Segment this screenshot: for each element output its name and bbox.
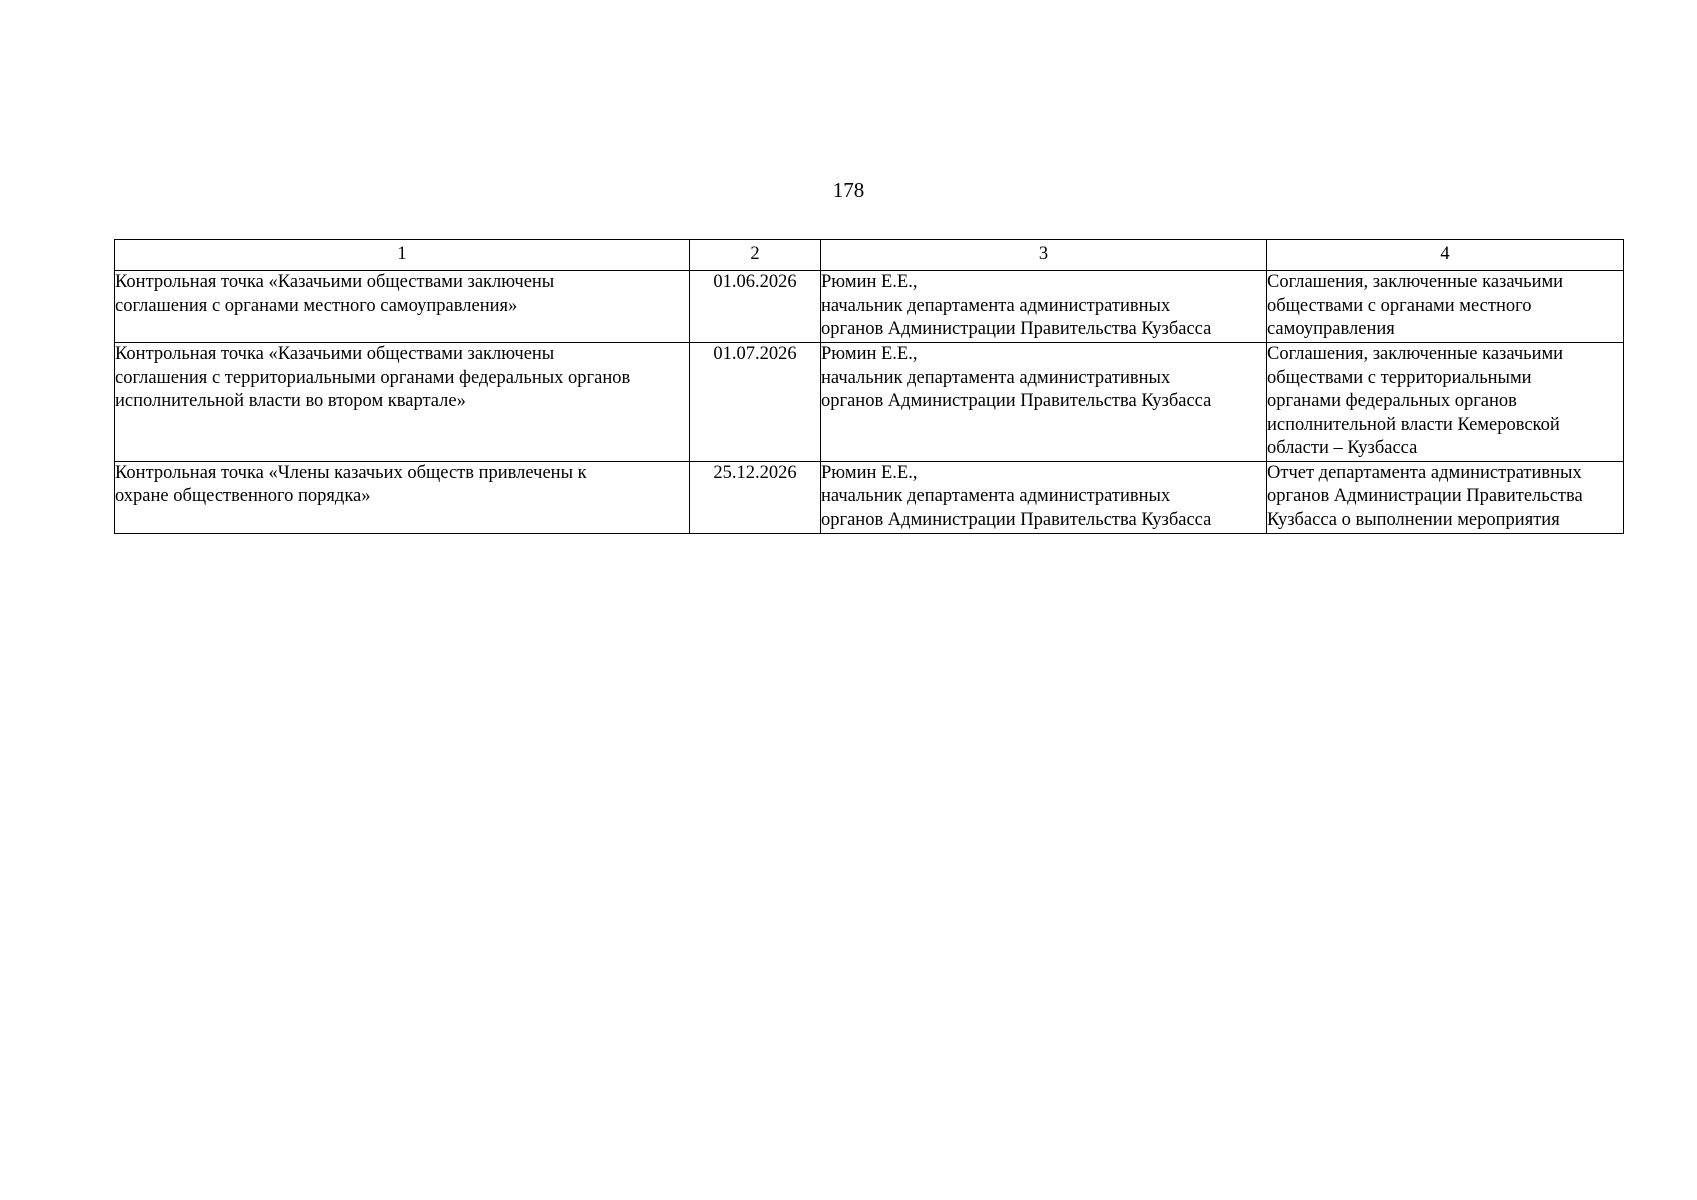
header-col-1: 1 — [115, 240, 690, 271]
event-cell — [115, 343, 690, 462]
result-line: органами федеральных органов — [1267, 391, 1517, 411]
header-col-2: 2 — [690, 240, 821, 271]
responsible-line: органов Администрации Правительства Кузбасса — [821, 391, 1212, 411]
result-cell — [1267, 343, 1624, 462]
result-line: области – Кузбасса — [1267, 438, 1418, 458]
responsible-line: Рюмин Е.Е., — [821, 344, 918, 364]
table-row — [115, 461, 1624, 533]
event-line: Контрольная точка «Казачьими обществами заключены — [115, 344, 555, 364]
table-row — [115, 271, 1624, 343]
control-points-table — [114, 239, 1624, 534]
event-line: соглашения с органами местного самоуправления» — [115, 295, 518, 316]
responsible-cell — [821, 461, 1267, 533]
responsible-line: начальник департамента административных — [821, 486, 1171, 506]
event-cell — [115, 271, 690, 343]
responsible-line: начальник департамента административных — [821, 367, 1171, 388]
result-line: обществами с органами местного — [1267, 295, 1532, 316]
responsible-line: органов Администрации Правительства Кузбасса — [821, 509, 1212, 530]
date-cell: 01.06.2026 — [690, 271, 821, 343]
result-line: самоуправления — [1267, 319, 1395, 339]
event-line: исполнительной власти во втором квартале» — [115, 391, 466, 411]
table-row — [115, 343, 1624, 462]
responsible-line: начальник департамента административных — [821, 295, 1171, 316]
responsible-line: органов Администрации Правительства Кузбасса — [821, 319, 1212, 339]
result-cell — [1267, 271, 1624, 343]
responsible-line: Рюмин Е.Е., — [821, 462, 918, 483]
date-cell: 25.12.2026 — [690, 461, 821, 533]
result-line: обществами с территориальными — [1267, 367, 1532, 388]
result-line: органов Администрации Правительства — [1267, 486, 1583, 506]
result-line: Соглашения, заключенные казачьими — [1267, 344, 1564, 364]
result-line: Соглашения, заключенные казачьими — [1267, 272, 1564, 292]
event-line: охране общественного порядка» — [115, 486, 371, 506]
date-cell: 01.07.2026 — [690, 343, 821, 462]
event-line: Контрольная точка «Казачьими обществами заключены — [115, 272, 555, 292]
result-cell — [1267, 461, 1624, 533]
responsible-cell — [821, 271, 1267, 343]
event-cell — [115, 461, 690, 533]
result-line: Отчет департамента административных — [1267, 462, 1582, 483]
responsible-line: Рюмин Е.Е., — [821, 272, 918, 292]
result-line: исполнительной власти Кемеровской — [1267, 414, 1560, 435]
result-line: Кузбасса о выполнении мероприятия — [1267, 509, 1560, 530]
event-line: соглашения с территориальными органами федеральных органов — [115, 367, 631, 388]
header-col-4: 4 — [1267, 240, 1624, 271]
event-line: Контрольная точка «Члены казачьих обществ привлечены к — [115, 462, 587, 483]
header-col-3: 3 — [821, 240, 1267, 271]
responsible-cell — [821, 343, 1267, 462]
table-header-row — [115, 240, 1624, 271]
page-number: 178 — [832, 178, 865, 202]
